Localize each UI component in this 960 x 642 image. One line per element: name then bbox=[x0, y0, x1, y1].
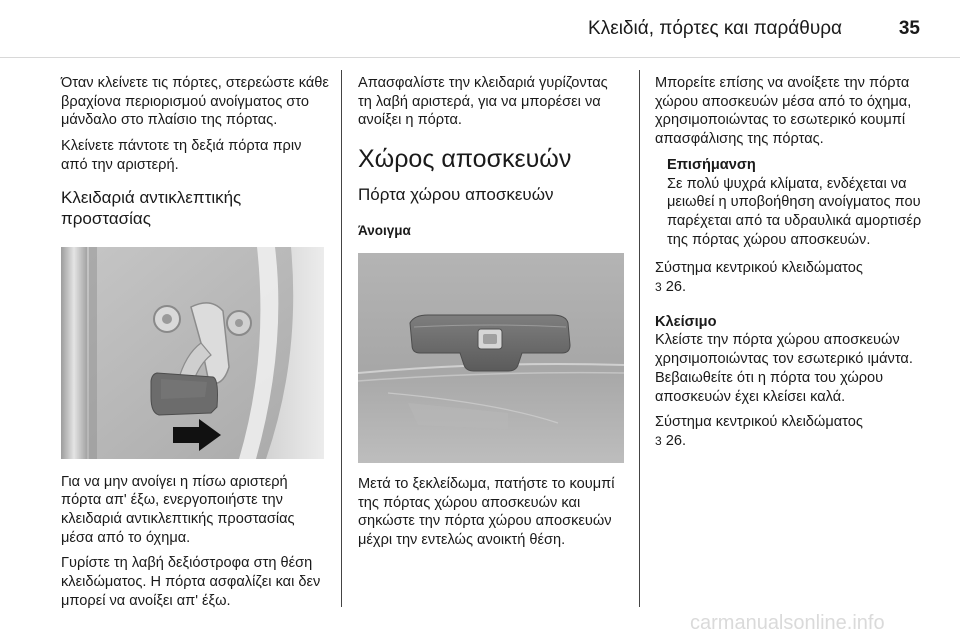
header-rule bbox=[0, 57, 960, 58]
reference-text: Σύστημα κεντρικού κλειδώματος bbox=[655, 414, 863, 431]
paragraph-press-button: Μετά το ξεκλείδωμα, πατήστε το κουμπί της πόρτας χώρου αποσκευών και σηκώστε την πόρτα χώρου αποσκευών μέχρι την εντελώς ανοικτή θέση. bbox=[358, 475, 615, 548]
reference-text: Σύστημα κεντρικού κλειδώματος bbox=[655, 260, 863, 277]
reference-page: 26. bbox=[665, 279, 687, 296]
column-divider-right bbox=[639, 70, 640, 607]
paragraph-unlock: Απασφαλίστε την κλειδαριά γυρίζοντας τη λαβή αριστερά, για να μπορέσει να ανοίξει η πόρτα. bbox=[358, 75, 608, 129]
column-divider-left bbox=[341, 70, 342, 607]
heading-opening: Άνοιγμα bbox=[358, 223, 411, 239]
note-title: Επισήμανση bbox=[667, 156, 756, 173]
watermark-text: carmanualsonline.info bbox=[690, 612, 885, 634]
column-2 bbox=[358, 74, 624, 557]
note-block bbox=[655, 156, 927, 250]
reference-central-locking-2[interactable] bbox=[655, 413, 927, 450]
heading-anti-theft-lock: Κλειδαριά αντικλεπτικής προστασίας bbox=[61, 187, 242, 228]
paragraph-close-tailgate: Κλείστε την πόρτα χώρου αποσκευών χρησιμοποιώντας τον εσωτερικό ιμάντα. Βεβαιωθείτε ότι η πόρτα του χώρου αποσκευών έχει κλείσει καλά. bbox=[655, 332, 913, 405]
note-text: Σε πολύ ψυχρά κλίματα, ενδέχεται να μειωθεί η υποβοήθηση ανοίγματος που παρέχεται από τα υδραυλικά αμορτισέρ της πόρτας χώρου αποσκευών. bbox=[667, 175, 922, 248]
paragraph-turn-handle: Γυρίστε τη λαβή δεξιόστροφα στη θέση κλειδώματος. Η πόρτα ασφαλίζει και δεν μπορεί να ανοίξει απ' έξω. bbox=[61, 555, 321, 609]
reference-page: 26. bbox=[665, 432, 687, 449]
paragraph-fasten-straps: Όταν κλείνετε τις πόρτες, στερεώστε κάθε βραχίονα περιορισμού ανοίγματος στο μάνδαλο στο πλαίσιο της πόρτας. bbox=[61, 75, 329, 129]
heading-closing: Κλείσιμο bbox=[655, 313, 717, 330]
figure-tailgate-button bbox=[358, 253, 624, 463]
paragraph-close-order: Κλείνετε πάντοτε τη δεξιά πόρτα πριν από την αριστερή. bbox=[61, 138, 302, 173]
page-reference-arrow-icon: 3 bbox=[655, 280, 662, 295]
page-number: 35 bbox=[898, 18, 920, 39]
column-3 bbox=[655, 74, 927, 458]
paragraph-activate-lock: Για να μην ανοίγει η πίσω αριστερή πόρτα απ' έξω, ενεργοποιήστε την κλειδαριά αντικλεπτικής προστασίας μέσα από το όχημα. bbox=[61, 473, 295, 546]
heading-tailgate: Πόρτα χώρου αποσκευών bbox=[358, 185, 554, 205]
paragraph-open-from-inside: Μπορείτε επίσης να ανοίξετε την πόρτα χώρου αποσκευών μέσα από το όχημα, χρησιμοποιώντας το εσωτερικό κουμπί απασφάλισης της πόρτας. bbox=[655, 75, 912, 148]
tailgate-button-illustration bbox=[358, 253, 624, 463]
heading-load-compartment: Χώρος αποσκευών bbox=[358, 145, 572, 174]
page-reference-arrow-icon: 3 bbox=[655, 433, 662, 448]
reference-central-locking-1[interactable] bbox=[655, 259, 927, 296]
running-header bbox=[0, 0, 960, 58]
door-lock-illustration bbox=[61, 247, 324, 459]
column-1 bbox=[61, 74, 329, 617]
header-title: Κλειδιά, πόρτες και παράθυρα bbox=[588, 18, 842, 39]
figure-anti-theft-lock bbox=[61, 247, 324, 459]
